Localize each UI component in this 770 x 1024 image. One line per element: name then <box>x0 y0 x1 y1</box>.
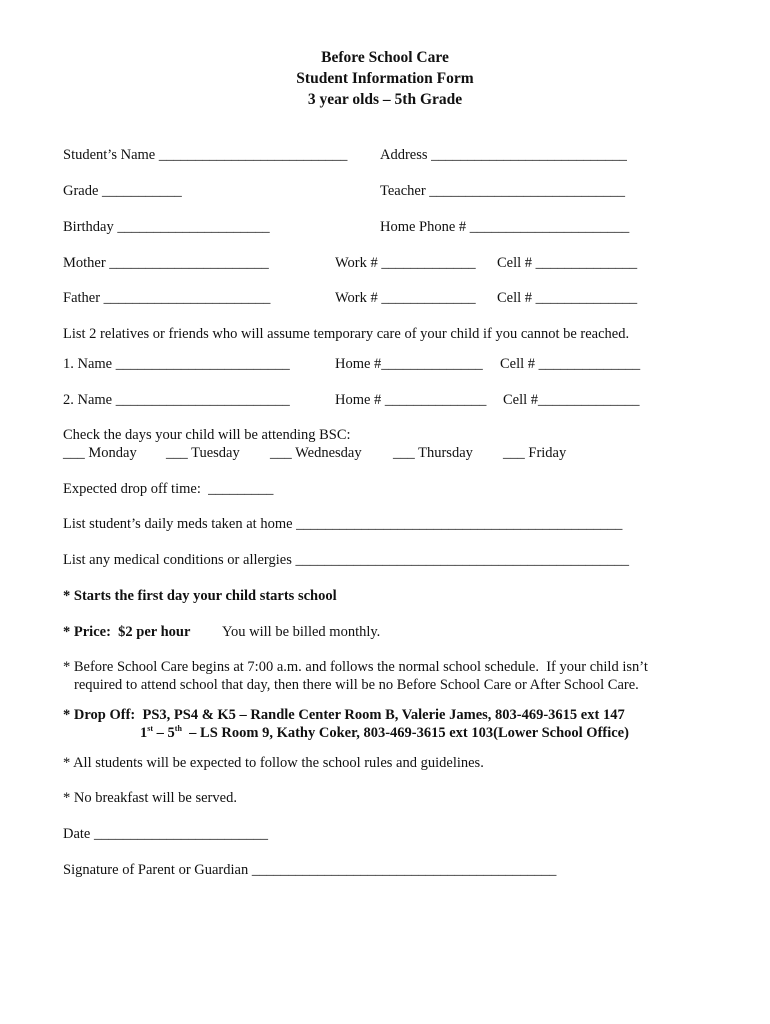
schedule-note-line-2: required to attend school that day, then there will be no Before School Care or After School Care. <box>74 677 639 693</box>
relative-2-cell-field[interactable]: Cell #______________ <box>503 392 640 408</box>
birthday-field[interactable]: Birthday _____________________ <box>63 219 270 235</box>
drop-off-st-suffix: st <box>147 724 154 734</box>
grade-field[interactable]: Grade ___________ <box>63 183 182 199</box>
day-wednesday[interactable]: ___ Wednesday <box>270 445 362 461</box>
drop-off-lower-school: – LS Room 9, Kathy Coker, 803-469-3615 ext 103(Lower School Office) <box>181 725 629 741</box>
schedule-note-line-1: * Before School Care begins at 7:00 a.m. and follows the normal school schedule. If your child isn’t <box>63 659 648 675</box>
day-thursday[interactable]: ___ Thursday <box>393 445 473 461</box>
day-monday[interactable]: ___ Monday <box>63 445 137 461</box>
father-field[interactable]: Father _______________________ <box>63 290 271 306</box>
daily-meds-field[interactable]: List student’s daily meds taken at home _____________________________________________ <box>63 516 623 532</box>
father-work-field[interactable]: Work # _____________ <box>335 290 476 306</box>
relative-2-home-field[interactable]: Home # ______________ <box>335 392 487 408</box>
relative-2-name-field[interactable]: 2. Name ________________________ <box>63 392 290 408</box>
date-field[interactable]: Date ________________________ <box>63 826 268 842</box>
day-tuesday[interactable]: ___ Tuesday <box>166 445 240 461</box>
relatives-instruction: List 2 relatives or friends who will assume temporary care of your child if you cannot be reached. <box>63 326 630 342</box>
teacher-field[interactable]: Teacher ___________________________ <box>380 183 626 199</box>
grade-range: 3 year olds – 5th Grade <box>307 91 463 108</box>
form-subtitle: Student Information Form <box>296 70 474 87</box>
start-note: * Starts the first day your child starts school <box>63 588 337 604</box>
mother-work-field[interactable]: Work # _____________ <box>335 255 476 271</box>
drop-off-note-line-1: * Drop Off: PS3, PS4 & K5 – Randle Center Room B, Valerie James, 803-469-3615 ext 147 <box>63 707 625 723</box>
drop-off-time-field[interactable]: Expected drop off time: _________ <box>63 481 274 497</box>
price-note: * Price: $2 per hour <box>63 624 191 640</box>
form-title: Before School Care <box>321 49 449 66</box>
medical-conditions-field[interactable]: List any medical conditions or allergies ______________________________________________ <box>63 552 629 568</box>
relative-1-name-field[interactable]: 1. Name ________________________ <box>63 356 290 372</box>
mother-cell-field[interactable]: Cell # ______________ <box>497 255 638 271</box>
home-phone-field[interactable]: Home Phone # ______________________ <box>380 219 630 235</box>
day-friday[interactable]: ___ Friday <box>503 445 567 461</box>
rules-note: * All students will be expected to follow the school rules and guidelines. <box>63 755 484 771</box>
billing-note: You will be billed monthly. <box>222 624 381 640</box>
drop-off-grade-range: – 5 <box>153 725 175 741</box>
mother-field[interactable]: Mother ______________________ <box>63 255 269 271</box>
relative-1-cell-field[interactable]: Cell # ______________ <box>500 356 641 372</box>
days-instruction: Check the days your child will be attending BSC: <box>63 427 351 443</box>
address-field[interactable]: Address ___________________________ <box>380 147 627 163</box>
signature-field[interactable]: Signature of Parent or Guardian __________________________________________ <box>63 862 557 878</box>
students-name-field[interactable]: Student’s Name __________________________ <box>63 147 348 163</box>
breakfast-note: * No breakfast will be served. <box>63 790 237 806</box>
drop-off-grade-start: 1 <box>140 725 148 741</box>
drop-off-th-suffix: th <box>174 724 182 734</box>
father-cell-field[interactable]: Cell # ______________ <box>497 290 638 306</box>
relative-1-home-field[interactable]: Home #______________ <box>335 356 483 372</box>
drop-off-note-line-2 <box>140 724 629 742</box>
